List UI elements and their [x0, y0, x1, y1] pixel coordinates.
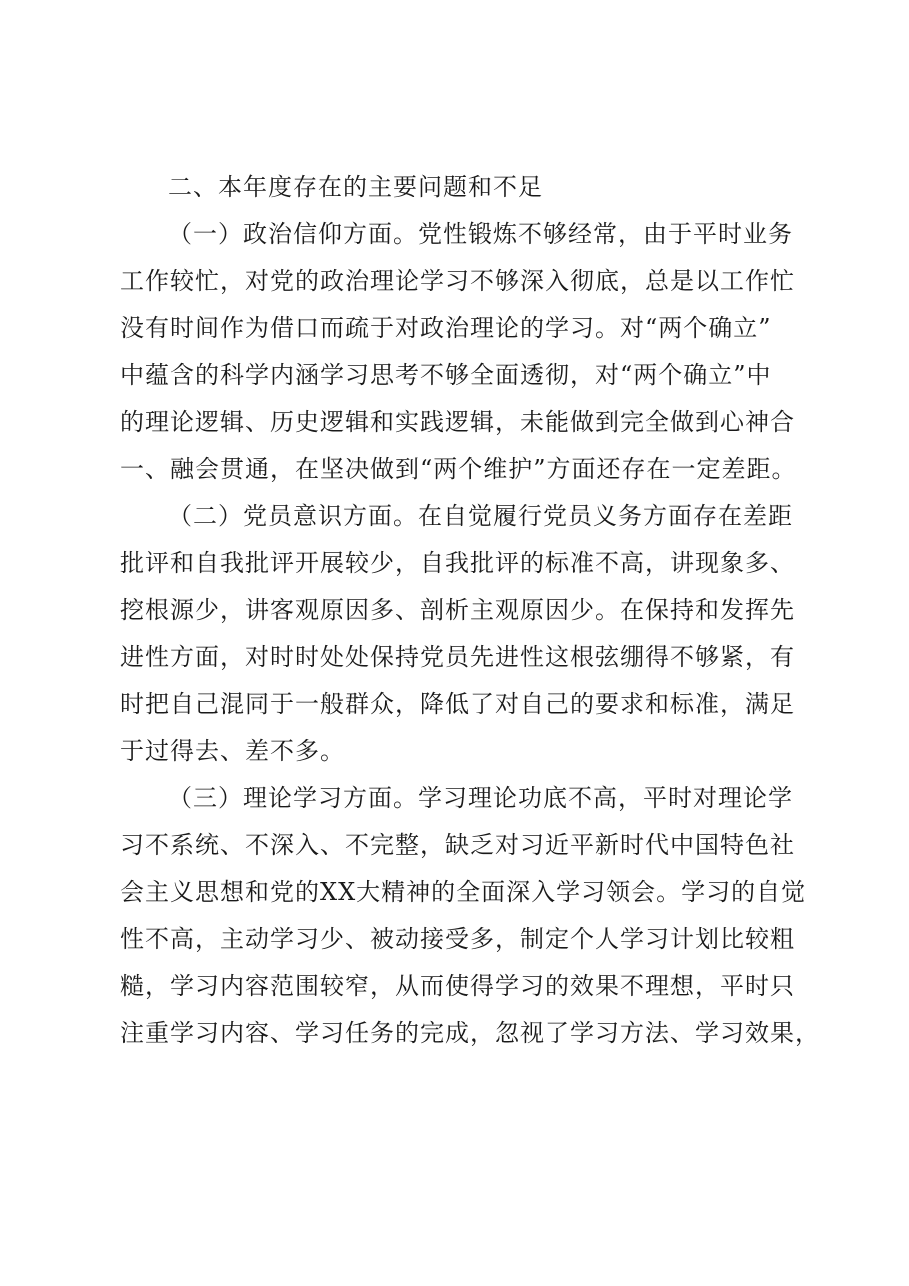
paragraph-line: 没有时间作为借口而疏于对政治理论的学习。对“两个确立” [120, 314, 772, 342]
paragraph-political-belief [120, 211, 800, 493]
paragraph-line: 性不高，主动学习少、被动接受多，制定个人学习计划比较粗 [120, 925, 795, 953]
paragraph-line: （三）理论学习方面。学习理论功底不高，平时对理论学 [168, 784, 793, 812]
paragraph-line: 于过得去、差不多。 [120, 737, 345, 765]
paragraph-line: 会主义思想和党的XX大精神的全面深入学习领会。学习的自觉 [120, 878, 807, 906]
paragraph-theory-study [120, 775, 820, 1057]
paragraph-line: 挖根源少，讲客观原因多、剖析主观原因少。在保持和发挥先 [120, 596, 795, 624]
paragraph-line: 工作较忙，对党的政治理论学习不够深入彻底，总是以工作忙 [120, 267, 795, 295]
paragraph-line: 中蕴含的科学内涵学习思考不够全面透彻，对“两个确立”中 [120, 361, 772, 389]
paragraph-line: 时把自己混同于一般群众，降低了对自己的要求和标准，满足 [120, 690, 795, 718]
paragraph-line: 进性方面，对时时处处保持党员先进性这根弦绷得不够紧，有 [120, 643, 795, 671]
paragraph-line: 批评和自我批评开展较少，自我批评的标准不高，讲现象多、 [120, 549, 795, 577]
paragraph-line: 习不系统、不深入、不完整，缺乏对习近平新时代中国特色社 [120, 831, 795, 859]
paragraph-line: 注重学习内容、学习任务的完成，忽视了学习方法、学习效果， [120, 1019, 820, 1047]
document-body [120, 164, 820, 1057]
paragraph-party-awareness [120, 493, 800, 775]
paragraph-line: （一）政治信仰方面。党性锻炼不够经常，由于平时业务 [168, 220, 793, 248]
paragraph-line: 一、融会贯通，在坚决做到“两个维护”方面还存在一定差距。 [120, 455, 797, 483]
paragraph-line: 糙，学习内容范围较窄，从而使得学习的效果不理想，平时只 [120, 972, 795, 1000]
paragraph-line: （二）党员意识方面。在自觉履行党员义务方面存在差距 [168, 502, 793, 530]
section-heading: 二、本年度存在的主要问题和不足 [168, 173, 543, 201]
paragraph-line: 的理论逻辑、历史逻辑和实践逻辑，未能做到完全做到心神合 [120, 408, 795, 436]
